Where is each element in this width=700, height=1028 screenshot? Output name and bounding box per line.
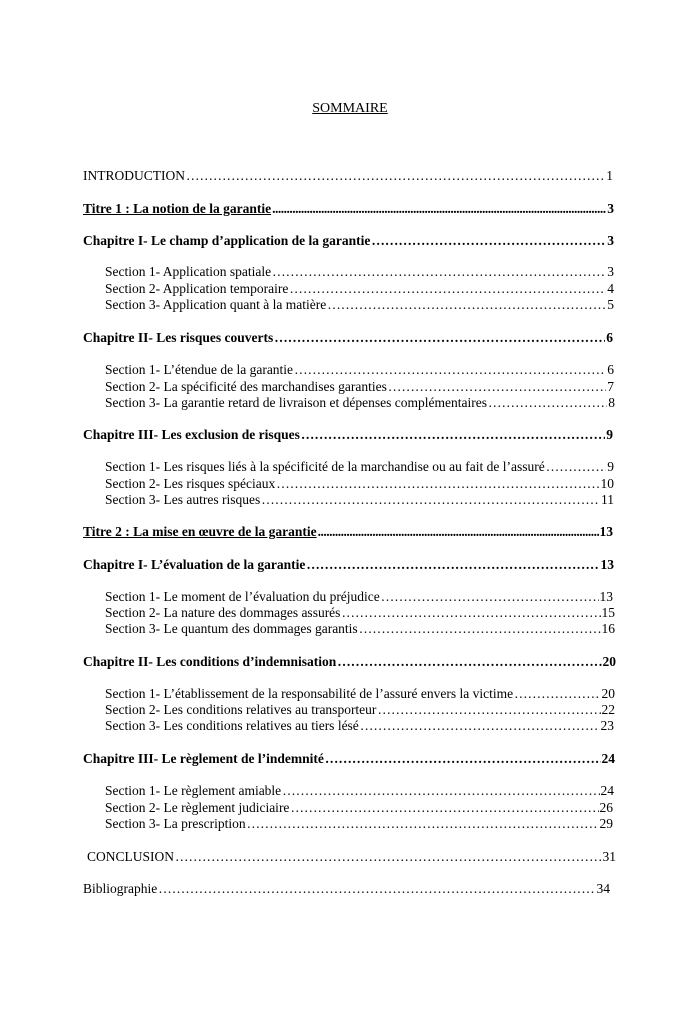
dot-leader — [247, 816, 599, 832]
toc-entry-section[interactable] — [105, 686, 615, 702]
toc-entry-section[interactable] — [105, 281, 614, 297]
toc-label: Section 2- Les conditions relatives au transporteur — [105, 702, 377, 717]
dot-leader — [546, 459, 607, 475]
toc-label: Section 3- La garantie retard de livraison et dépenses complémentaires — [105, 395, 487, 410]
dot-leader — [276, 476, 599, 492]
dot-leader — [318, 524, 599, 540]
toc-entry-section[interactable] — [105, 297, 614, 313]
toc-page-number: 20 — [601, 686, 615, 701]
toc-page-number: 5 — [607, 297, 614, 312]
toc-page-number: 31 — [602, 849, 616, 864]
toc-label: Section 3- Les autres risques — [105, 492, 261, 507]
dot-leader — [294, 362, 606, 378]
toc-label: Section 2- La spécificité des marchandises garanties — [105, 379, 387, 394]
dot-leader — [289, 281, 606, 297]
toc-page-number: 6 — [606, 330, 613, 345]
toc-page-number: 11 — [601, 492, 614, 507]
toc-entry-section[interactable] — [105, 718, 614, 734]
toc-page-number: 9 — [606, 427, 613, 442]
dot-leader — [186, 168, 605, 184]
toc-label: Chapitre II- Les risques couverts — [83, 330, 274, 345]
dot-leader — [381, 589, 599, 605]
toc-page-number: 3 — [607, 201, 614, 216]
dot-leader — [359, 621, 601, 637]
toc-entry-section[interactable] — [105, 800, 613, 816]
toc-label: Section 2- La nature des dommages assurés — [105, 605, 341, 620]
toc-entry-titre-2[interactable] — [83, 524, 613, 540]
dot-leader — [175, 849, 601, 865]
toc-page-number: 24 — [601, 751, 615, 766]
toc-entry-section[interactable] — [105, 395, 615, 411]
toc-entry-chapitre-1-2[interactable] — [83, 330, 613, 346]
dot-leader — [301, 427, 605, 443]
toc-label: Section 1- Les risques liés à la spécificité de la marchandise ou au fait de l’assuré — [105, 459, 545, 474]
toc-page-number: 26 — [599, 800, 613, 815]
toc-label: Section 1- Application spatiale — [105, 264, 272, 279]
toc-label: Chapitre III- Le règlement de l’indemnité — [83, 751, 324, 766]
toc-page-number: 13 — [600, 557, 614, 572]
dot-leader — [325, 751, 601, 767]
toc-entry-introduction[interactable] — [83, 168, 613, 184]
toc-page-number: 23 — [600, 718, 614, 733]
dot-leader — [272, 201, 606, 217]
toc-page-number: 20 — [602, 654, 616, 669]
toc-label: Section 3- Les conditions relatives au tiers lésé — [105, 718, 359, 733]
toc-entry-chapitre-2-2[interactable] — [83, 654, 616, 670]
toc-entry-chapitre-1-1[interactable] — [83, 233, 614, 249]
toc-page-number: 10 — [600, 476, 614, 491]
toc-label: Section 2- Application temporaire — [105, 281, 289, 296]
toc-page-number: 9 — [607, 459, 614, 474]
toc-entry-section[interactable] — [105, 816, 613, 832]
toc-label: Section 2- Le règlement judiciaire — [105, 800, 290, 815]
dot-leader — [371, 233, 606, 249]
toc-label: INTRODUCTION — [83, 168, 185, 183]
toc-entry-titre-1[interactable] — [83, 201, 614, 217]
dot-leader — [377, 702, 600, 718]
toc-entry-section[interactable] — [105, 476, 614, 492]
dot-leader — [261, 492, 600, 508]
page-title: SOMMAIRE — [312, 101, 388, 116]
toc-label: Section 3- Le quantum des dommages garantis — [105, 621, 358, 636]
toc-page-number: 24 — [600, 783, 614, 798]
dot-leader — [158, 881, 595, 897]
toc-label: Chapitre I- L’évaluation de la garantie — [83, 557, 306, 572]
toc-label: Chapitre III- Les exclusion de risques — [83, 427, 300, 442]
toc-entry-section[interactable] — [105, 362, 614, 378]
toc-page-number: 29 — [599, 816, 613, 831]
dot-leader — [360, 718, 600, 734]
toc-page-number: 3 — [607, 264, 614, 279]
toc-label: Section 2- Les risques spéciaux — [105, 476, 276, 491]
toc-entry-section[interactable] — [105, 379, 614, 395]
dot-leader — [274, 330, 605, 346]
dot-leader — [488, 395, 607, 411]
toc-label: Bibliographie — [83, 881, 158, 896]
toc-page-number: 1 — [606, 168, 613, 183]
toc-entry-chapitre-1-3[interactable] — [83, 427, 613, 443]
toc-page-number: 13 — [599, 589, 613, 604]
toc-entry-chapitre-2-1[interactable] — [83, 557, 614, 573]
toc-entry-section[interactable] — [105, 702, 615, 718]
toc-label: Section 1- Le règlement amiable — [105, 783, 282, 798]
toc-label: Section 1- L’étendue de la garantie — [105, 362, 294, 377]
toc-page-number: 7 — [607, 379, 614, 394]
toc-label: Chapitre I- Le champ d’application de la garantie — [83, 233, 371, 248]
toc-page-number: 3 — [607, 233, 614, 248]
toc-entry-section[interactable] — [105, 621, 615, 637]
toc-entry-section[interactable] — [105, 492, 614, 508]
toc-entry-chapitre-2-3[interactable] — [83, 751, 615, 767]
toc-label: Titre 1 : La notion de la garantie — [83, 201, 272, 216]
dot-leader — [306, 557, 599, 573]
toc-page-number: 34 — [596, 881, 610, 896]
toc-label: Titre 2 : La mise en œuvre de la garantie — [83, 524, 317, 539]
dot-leader — [388, 379, 606, 395]
dot-leader — [327, 297, 606, 313]
toc-label: CONCLUSION — [87, 849, 175, 864]
toc-label: Section 3- Application quant à la matière — [105, 297, 327, 312]
toc-label: Section 1- Le moment de l’évaluation du préjudice — [105, 589, 380, 604]
toc-entry-section[interactable] — [105, 589, 613, 605]
dot-leader — [282, 783, 599, 799]
toc-label: Section 3- La prescription — [105, 816, 246, 831]
toc-page-number: 16 — [601, 621, 615, 636]
toc-entry-bibliographie[interactable] — [83, 881, 610, 897]
toc-label: Section 1- L’établissement de la responsabilité de l’assuré envers la victime — [105, 686, 514, 701]
dot-leader — [514, 686, 600, 702]
dot-leader — [341, 605, 600, 621]
dot-leader — [272, 264, 606, 280]
toc-entry-section[interactable] — [105, 783, 614, 799]
toc-page-number: 13 — [599, 524, 613, 539]
toc-page-number: 8 — [608, 395, 615, 410]
toc-entry-section[interactable] — [105, 459, 614, 475]
toc-entry-section[interactable] — [105, 264, 614, 280]
toc-page-number: 15 — [601, 605, 615, 620]
toc-label: Chapitre II- Les conditions d’indemnisation — [83, 654, 337, 669]
toc-page-number: 22 — [601, 702, 615, 717]
toc-entry-section[interactable] — [105, 605, 615, 621]
toc-page-number: 6 — [607, 362, 614, 377]
dot-leader — [337, 654, 601, 670]
toc-entry-conclusion[interactable] — [87, 849, 616, 865]
dot-leader — [290, 800, 598, 816]
toc-page-number: 4 — [607, 281, 614, 296]
